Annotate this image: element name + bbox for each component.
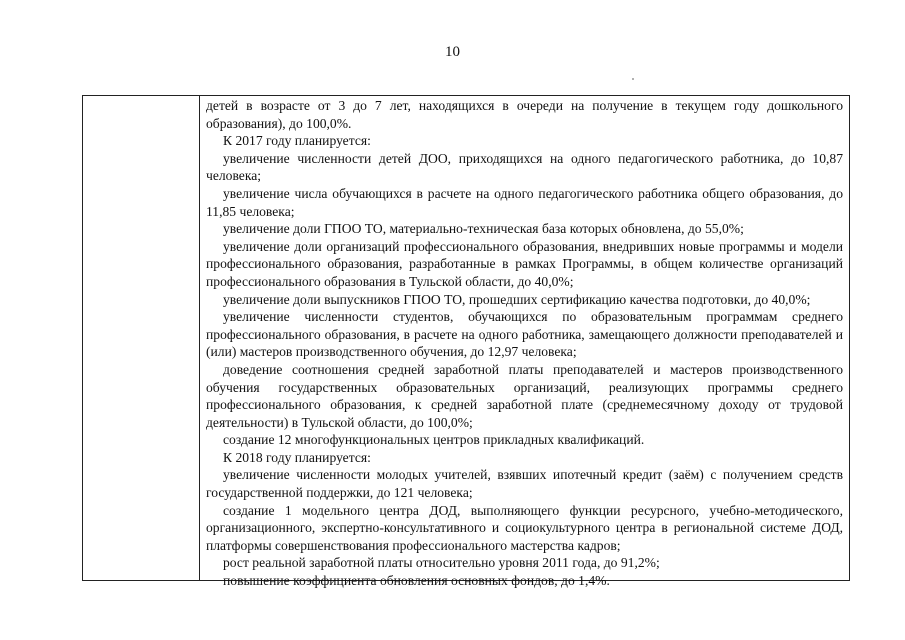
table-right-column [200, 96, 849, 590]
page-number: 10 [445, 44, 460, 60]
paragraph: создание 1 модельного центра ДОД, выполняющего функции ресурсного, учебно-методического, организационного, экспертно-консультативного и социокультурного центра в региональной системе ДОД, платформы совершенствования профессионального мастерства кадров; [206, 502, 843, 553]
paragraph: детей в возрасте от 3 до 7 лет, находящихся в очереди на получение в текущем году дошкольного образования), до 100,0%. [206, 98, 843, 131]
paragraph: увеличение численности студентов, обучающихся по образовательным программам среднего профессионального образования, в расчете на одного работника, замещающего должности преподавателей и (или) мастеров производственного обучения, до 12,97 человека; [206, 309, 843, 360]
paragraph: К 2017 году планируется: [223, 133, 371, 149]
paragraph: увеличение численности детей ДОО, приходящихся на одного педагогического работника, до 10,87 человека; [206, 150, 843, 184]
table-left-column [83, 96, 200, 580]
table [82, 95, 850, 589]
paragraph: создание 12 многофункциональных центров прикладных квалификаций. [223, 432, 645, 448]
scan-speck [632, 78, 634, 80]
paragraph: доведение соотношения средней заработной платы преподавателей и мастеров производственного обучения государственных образовательных организаций, реализующих программы среднего профессионального образования, к средней заработной плате (среднемесячному доходу от трудовой деятельности) в Тульской области, до 100,0%; [206, 361, 843, 430]
paragraph: повышение коэффициента обновления основных фондов, до 1,4%. [223, 573, 610, 589]
paragraph: увеличение численности молодых учителей, взявших ипотечный кредит (заём) с получением средств государственной поддержки, до 121 человека; [206, 467, 843, 501]
paragraph: увеличение доли организаций профессионального образования, внедривших новые программы и модели профессионального образования, разработанные в рамках Программы, в общем количестве организаций профессионального образования в Тульской области, до 40,0%; [206, 238, 843, 289]
paragraph: увеличение доли выпускников ГПОО ТО, прошедших сертификацию качества подготовки, до 40,0%; [223, 291, 811, 307]
paragraph: увеличение доли ГПОО ТО, материально-техническая база которых обновлена, до 55,0%; [223, 221, 744, 237]
paragraph: К 2018 году планируется: [223, 449, 371, 465]
paragraph: увеличение числа обучающихся в расчете на одного педагогического работника общего образования, до 11,85 человека; [206, 185, 843, 219]
paragraph: рост реальной заработной платы относительно уровня 2011 года, до 91,2%; [223, 555, 660, 571]
